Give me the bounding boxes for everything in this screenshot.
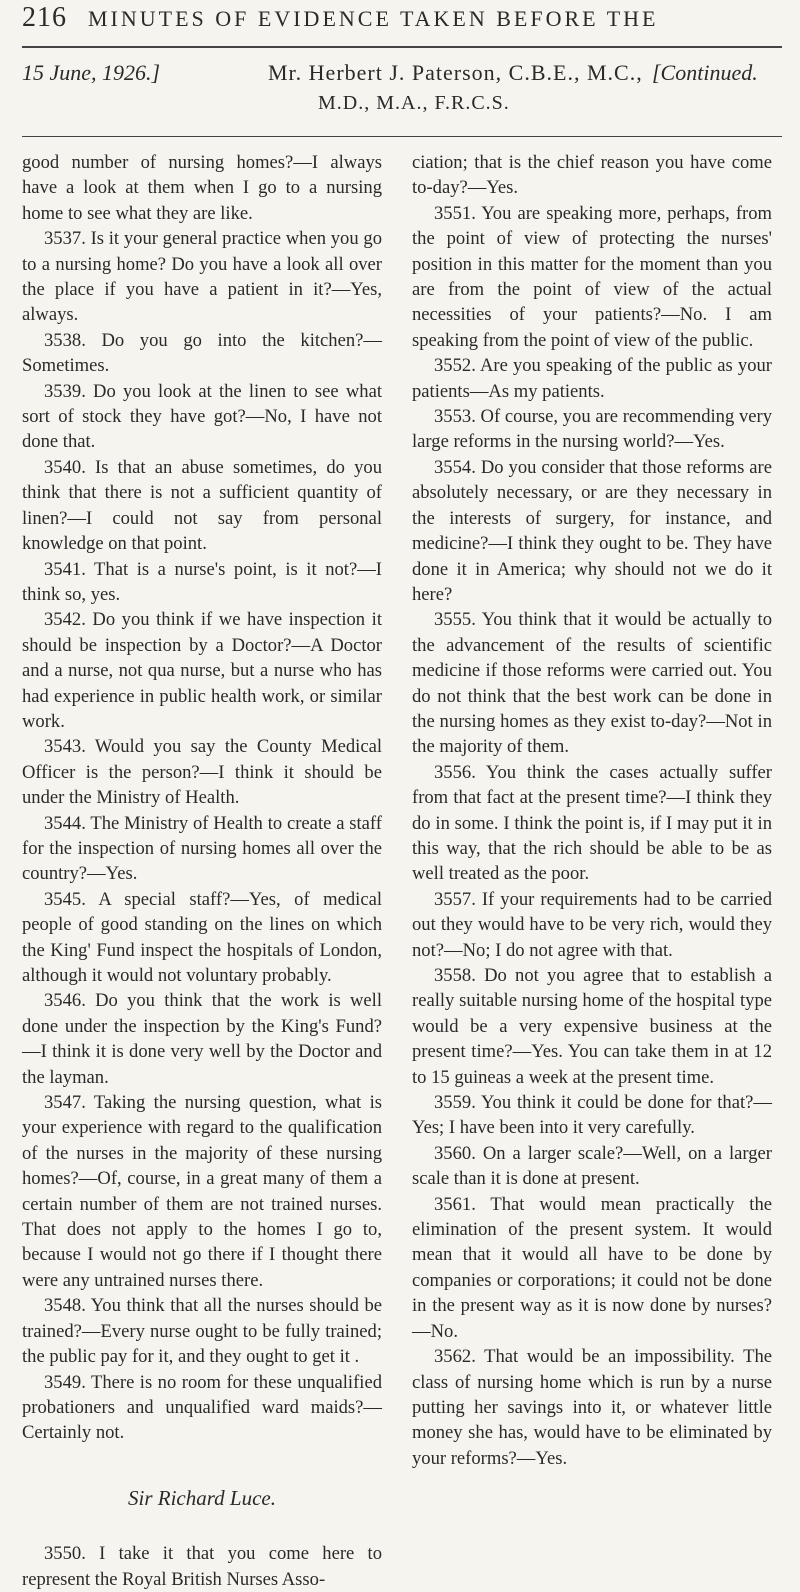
paragraph: 3550. I take it that you come here to represent the Royal British Nurses Asso- bbox=[22, 1543, 382, 1590]
paragraph: 3542. Do you think if we have inspection it should be inspection by a Doctor?—A Doctor and a nurse, not qua nurse, but a nurse who has had experience in public health work, or similar work. bbox=[22, 609, 382, 732]
running-title: MINUTES OF EVIDENCE TAKEN BEFORE THE bbox=[88, 6, 659, 31]
paragraph: 3547. Taking the nursing question, what is your experience with regard to the qualification of the nurses in the majority of these nursing homes?—Of, course, in a great many of them a certain number of them are not trained nurses. That does not apply to the homes I go to, because I would not go there if I thought there were any untrained nurses there. bbox=[22, 1092, 382, 1291]
paragraph: 3541. That is a nurse's point, is it not?—I think so, yes. bbox=[22, 558, 382, 605]
witness-name: Mr. Herbert J. Paterson, C.B.E., M.C., bbox=[268, 60, 643, 85]
paragraph: 3551. You are speaking more, perhaps, from the point of view of protecting the nurses' position in this matter for the moment than you are from the point of view of the actual necessities of your patients?—No. I am speaking from the point of view of the public. bbox=[412, 202, 772, 351]
paragraph: 3560. On a larger scale?—Well, on a larger scale than it is done at present. bbox=[412, 1142, 772, 1190]
paragraph: 3539. Do you look at the linen to see what sort of stock they have got?—No, I have not done that. bbox=[22, 380, 382, 453]
speaker-heading: Sir Richard Luce. bbox=[128, 1485, 276, 1510]
session-date: 15 June, 1926.] bbox=[22, 60, 161, 85]
paragraph: 3538. Do you go into the kitchen?—Sometimes. bbox=[22, 329, 382, 377]
paragraph: 3552. Are you speaking of the public as your patients—As my patients. bbox=[412, 355, 772, 402]
witness-credentials: M.D., M.A., F.R.C.S. bbox=[318, 92, 510, 114]
paragraph: good number of nursing homes?—I always have a look at them when I go to a nursing home to see what they are like. bbox=[22, 152, 382, 224]
paragraph: 3549. There is no room for these unqualified probationers and unqualified ward maids?—Certainly not. bbox=[22, 1371, 382, 1444]
running-head bbox=[22, 2, 782, 42]
paragraph: 3559. You think it could be done for that?—Yes; I have been into it very carefully. bbox=[412, 1092, 772, 1139]
paragraph: 3561. That would mean practically the elimination of the present system. It would mean that it would all have to be done by companies or corporations; it could not be done in the present way as it is now done by nurses?—No. bbox=[412, 1193, 772, 1342]
paragraph: 3562. That would be an impossibility. The class of nursing home which is run by a nurse putting her savings into it, or whatever little money she has, would have to be eliminated by your reforms?—Yes. bbox=[412, 1346, 772, 1469]
paragraph: 3557. If your requirements had to be carried out they would have to be very rich, would they not?—No; I do not agree with that. bbox=[412, 888, 772, 961]
page-number: 216 bbox=[22, 2, 67, 33]
paragraph: 3546. Do you think that the work is well done under the inspection by the King's Fund?—I think it is done very well by the Doctor and the layman. bbox=[22, 990, 382, 1088]
paragraph: 3556. You think the cases actually suffer from that fact at the present time?—I think they do in some. I think the point is, if I may put it in this way, that the rich should be able to be as well treated as the poor. bbox=[412, 761, 772, 885]
continued-label: [Continued. bbox=[652, 60, 758, 85]
paragraph: 3537. Is it your general practice when you go to a nursing home? Do you have a look all over the place if you have a patient in it?—Yes, always. bbox=[22, 228, 382, 326]
paragraph: 3558. Do not you agree that to establish a really suitable nursing home of the hospital type would be a very expensive business at the present time?—Yes. You can take them in at 12 to 15 guineas a week at the present time. bbox=[412, 965, 772, 1088]
paragraph: 3543. Would you say the County Medical Officer is the person?—I think it should be under the Ministry of Health. bbox=[22, 736, 382, 809]
paragraph: 3553. Of course, you are recommending very large reforms in the nursing world?—Yes. bbox=[412, 406, 772, 453]
paragraph: 3548. You think that all the nurses should be trained?—Every nurse ought to be fully trained; the public pay for it, and they ought to get it . bbox=[22, 1295, 382, 1368]
header-rule bbox=[22, 46, 782, 48]
right-column bbox=[412, 150, 772, 1469]
left-column bbox=[22, 150, 382, 1590]
paragraph: 3555. You think that it would be actually to the advancement of the results of scientific medicine if those reforms were carried out. You do not think that the best work can be done in the nursing homes as they exist to-day?—Not in the majority of them. bbox=[412, 609, 772, 758]
paragraph: 3545. A special staff?—Yes, of medical people of good standing on the lines on which the King' Fund inspect the hospitals of London, although it would not voluntary probably. bbox=[22, 888, 382, 986]
paragraph: 3540. Is that an abuse sometimes, do you think that there is not a sufficient quantity of linen?—I could not say from personal knowledge on that point. bbox=[22, 456, 382, 555]
subheader-rule bbox=[22, 136, 782, 137]
paragraph: 3554. Do you consider that those reforms are absolutely necessary, or are they necessary in the interests of surgery, for instance, and medicine?—I think they ought to be. They have done it in America; why should not we do it here? bbox=[412, 456, 772, 605]
paragraph: 3544. The Ministry of Health to create a staff for the inspection of nursing homes all over the country?—Yes. bbox=[22, 812, 382, 885]
paragraph: ciation; that is the chief reason you have come to-day?—Yes. bbox=[412, 152, 772, 199]
